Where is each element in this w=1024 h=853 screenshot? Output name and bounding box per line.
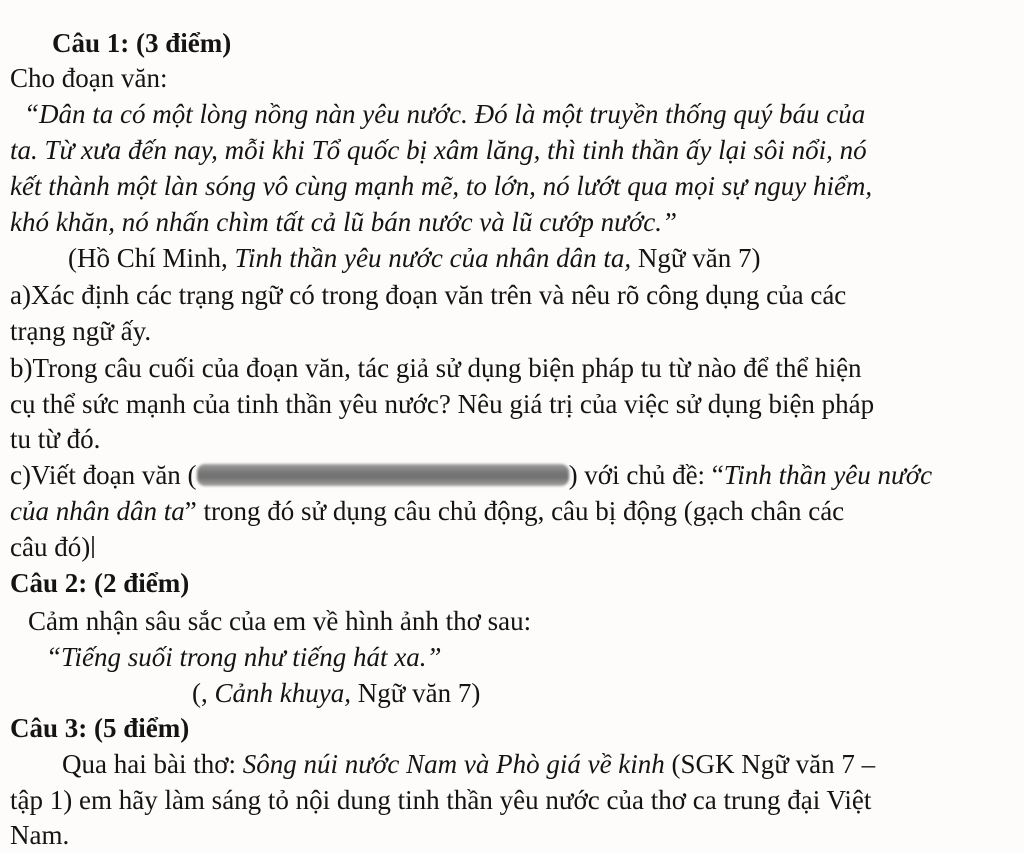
question-1b-line: cụ thể sức mạnh của tinh thần yêu nước? Nêu giá trị của việc sử dụng biện pháp xyxy=(10,389,875,419)
poem-book: Ngữ văn 7) xyxy=(350,678,481,708)
question-1c-topic-intro: ) với chủ đề: “ xyxy=(568,460,724,490)
question-1c-topic-cont: của nhân dân ta xyxy=(10,496,185,526)
source-title: Tinh thần yêu nước của nhân dân ta, xyxy=(234,243,632,273)
question-1b-line: tu từ đó. xyxy=(10,424,101,454)
question-1c-topic: Tinh thần yêu nước xyxy=(723,460,933,490)
passage-line: khó khăn, nó nhấn chìm tất cả lũ bán nước và lũ cướp nước.” xyxy=(10,207,678,237)
question-3-reference: (SGK Ngữ văn 7 – xyxy=(664,749,876,779)
question-3-line xyxy=(62,746,875,782)
poem-source-start: (, xyxy=(192,678,215,708)
question-1c-line xyxy=(10,529,94,565)
question-1c-line xyxy=(10,493,844,529)
question-1c-line xyxy=(10,457,932,493)
question-3-start: Qua hai bài thơ: xyxy=(62,749,243,779)
source-author: (Hồ Chí Minh, xyxy=(68,243,235,273)
poem-source xyxy=(192,675,480,711)
question-3-poems: Sông núi nước Nam và Phò giá về kinh xyxy=(242,749,665,779)
question-1a-line: trạng ngữ ấy. xyxy=(10,316,152,346)
question-1a-line: a)Xác định các trạng ngữ có trong đoạn văn trên và nêu rõ công dụng của các xyxy=(10,280,847,310)
question-2-heading: Câu 2: (2 điểm) xyxy=(10,568,190,598)
passage-source xyxy=(68,240,760,276)
question-2-prompt: Cảm nhận sâu sắc của em về hình ảnh thơ sau: xyxy=(28,606,532,636)
question-1b-line: b)Trong câu cuối của đoạn văn, tác giả sử dụng biện pháp tu từ nào để thể hiện xyxy=(10,353,862,383)
question-1c-end: câu đó) xyxy=(10,532,91,562)
question-1c-start: c)Viết đoạn văn ( xyxy=(10,460,197,490)
passage-line: ta. Từ xưa đến nay, mỗi khi Tổ quốc bị xâm lăng, thì tinh thần ấy lại sôi nổi, nó xyxy=(10,135,867,165)
question-1-intro: Cho đoạn văn: xyxy=(10,63,168,93)
redacted-smudge xyxy=(197,464,569,486)
question-1-heading: Câu 1: (3 điểm) xyxy=(52,28,232,58)
question-1c-instruction: ” trong đó sử dụng câu chủ động, câu bị động (gạch chân các xyxy=(184,496,845,526)
passage-line: “Dân ta có một lòng nồng nàn yêu nước. Đó là một truyền thống quý báu của xyxy=(24,99,866,129)
text-cursor xyxy=(92,536,94,558)
question-3-line: tập 1) em hãy làm sáng tỏ nội dung tinh thần yêu nước của thơ ca trung đại Việt xyxy=(10,785,872,815)
source-book: Ngữ văn 7) xyxy=(631,243,761,273)
poem-title: Cảnh khuya, xyxy=(214,678,351,708)
poem-quote: “Tiếng suối trong như tiếng hát xa.” xyxy=(46,642,442,672)
passage-line: kết thành một làn sóng vô cùng mạnh mẽ, to lớn, nó lướt qua mọi sự nguy hiểm, xyxy=(10,171,873,201)
question-3-line: Nam. xyxy=(10,820,70,850)
question-3-heading: Câu 3: (5 điểm) xyxy=(10,713,190,743)
